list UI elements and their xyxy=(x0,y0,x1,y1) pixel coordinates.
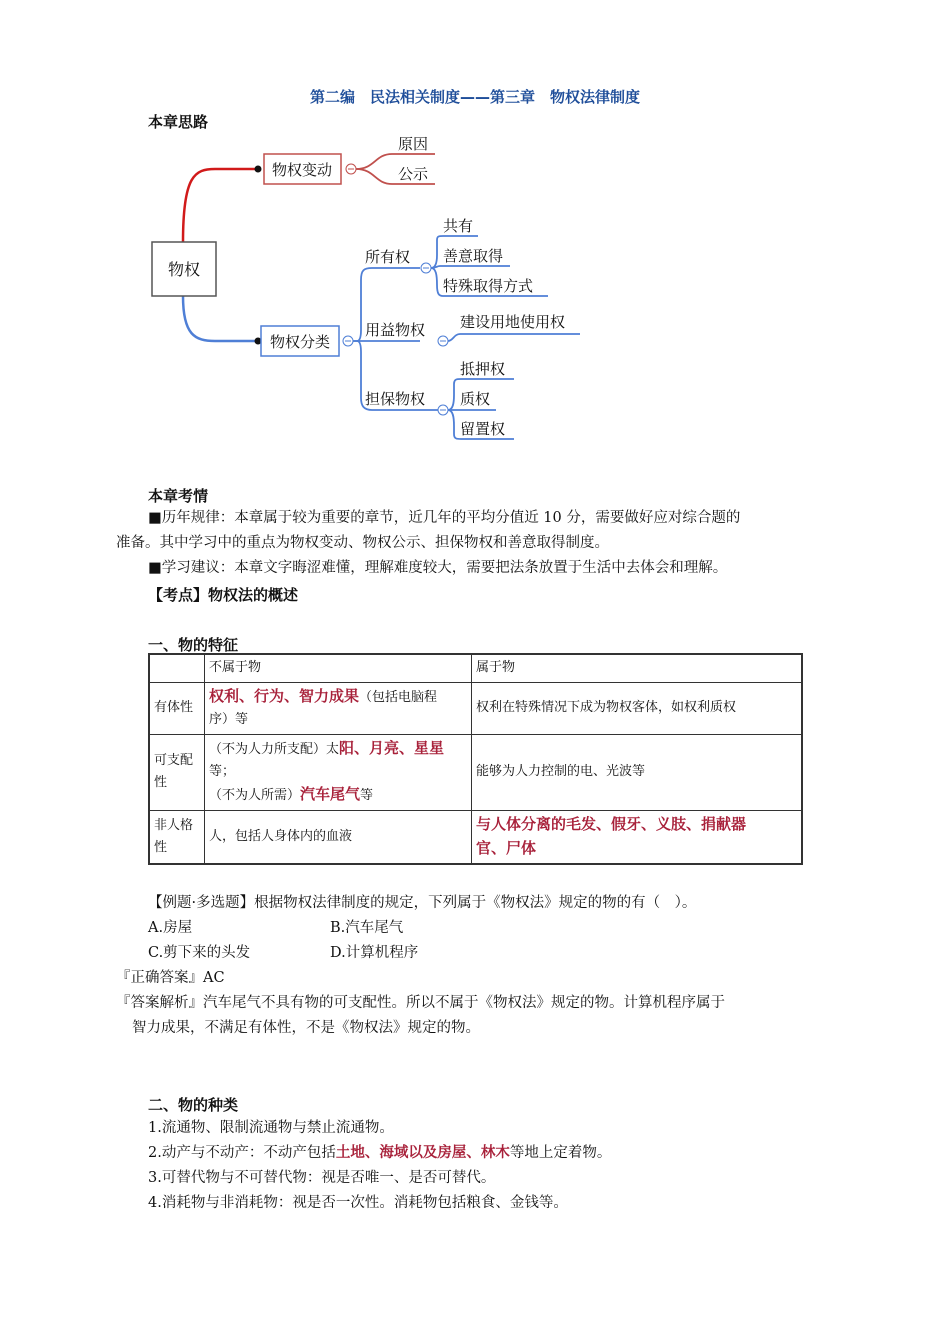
usufruct-child-construction-land: 建设用地使用权 xyxy=(460,313,566,331)
section2-item4: 4.消耗物与非消耗物：视是否一次性。消耗物包括粮食、金钱等。 xyxy=(148,1195,568,1211)
table-corner-cell xyxy=(149,654,205,682)
option-b: B.汽车尾气 xyxy=(330,920,404,936)
exam-rule-line2: 准备。其中学习中的重点为物权变动、物权公示、担保物权和善意取得制度。 xyxy=(116,535,609,551)
table-row xyxy=(149,810,802,864)
exam-rule-line1: ■历年规律：本章属于较为重要的章节，近几年的平均分值近 10 分，需要做好应对综合题的 xyxy=(148,510,741,526)
mindmap-heading: 本章思路 xyxy=(148,113,209,131)
cell-tangible-is: 权利在特殊情况下成为物权客体，如权利质权 xyxy=(472,682,803,734)
change-child-reason: 原因 xyxy=(398,135,429,153)
ownership-child-special: 特殊取得方式 xyxy=(443,277,534,295)
row-label-non-personal: 非人格 性 xyxy=(149,810,205,864)
option-d: D.计算机程序 xyxy=(330,945,419,961)
option-a: A.房屋 xyxy=(148,920,193,936)
option-c: C.剪下来的头发 xyxy=(148,945,251,961)
change-child-publicity: 公示 xyxy=(398,165,429,183)
section2-item1: 1.流通物、限制流通物与禁止流通物。 xyxy=(148,1120,394,1136)
cell-non-personal-not: 人，包括人身体内的血液 xyxy=(205,810,472,864)
row-label-controllable: 可支配 性 xyxy=(149,734,205,810)
answer-analysis-line1: 『答案解析』汽车尾气不具有物的可支配性。所以不属于《物权法》规定的物。计算机程序属于 xyxy=(116,995,725,1011)
col-header-not: 不属于物 xyxy=(205,654,472,682)
exam-heading: 本章考情 xyxy=(148,487,209,505)
security-child-mortgage: 抵押权 xyxy=(460,360,506,378)
section1-heading: 一、物的特征 xyxy=(148,636,239,654)
ownership-node: 所有权 xyxy=(365,248,411,266)
page-title: 第二编 民法相关制度——第三章 物权法律制度 xyxy=(309,88,640,106)
answer-analysis-line2: 智力成果，不满足有体性，不是《物权法》规定的物。 xyxy=(132,1020,480,1036)
mind-map xyxy=(140,128,600,448)
cell-controllable-not: （不为人力所支配）太阳、月亮、星星 等； （不为人所需）汽车尾气等 xyxy=(205,734,472,810)
branch-line-change xyxy=(183,169,258,242)
security-child-pledge: 质权 xyxy=(460,390,491,408)
security-child-lien: 留置权 xyxy=(460,420,506,438)
cell-tangible-not: 权利、行为、智力成果（包括电脑程 序）等 xyxy=(205,682,472,734)
section2-heading: 二、物的种类 xyxy=(148,1096,239,1114)
section2-item3: 3.可替代物与不可替代物：视是否唯一、是否可替代。 xyxy=(148,1170,496,1186)
kaodian-heading: 【考点】物权法的概述 xyxy=(148,586,299,604)
ownership-child-good-faith: 善意取得 xyxy=(443,247,504,265)
col-header-is: 属于物 xyxy=(472,654,803,682)
feature-table xyxy=(148,653,803,865)
correct-answer: 『正确答案』AC xyxy=(116,970,225,986)
ownership-child-coownership: 共有 xyxy=(443,217,474,235)
exam-advice: ■学习建议：本章文字晦涩难懂，理解难度较大，需要把法条放置于生活中去体会和理解。 xyxy=(148,560,728,576)
table-header-row xyxy=(149,654,802,682)
security-node: 担保物权 xyxy=(365,390,426,408)
row-label-tangible: 有体性 xyxy=(149,682,205,734)
classification-node: 物权分类 xyxy=(269,333,331,351)
usufruct-node: 用益物权 xyxy=(365,321,426,339)
root-node: 物权 xyxy=(167,260,201,279)
change-node: 物权变动 xyxy=(271,161,333,179)
table-row xyxy=(149,682,802,734)
branch-dot xyxy=(255,166,262,173)
table-row xyxy=(149,734,802,810)
cell-non-personal-is: 与人体分离的毛发、假牙、义肢、捐献器 官、尸体 xyxy=(472,810,803,864)
example-question: 【例题·多选题】根据物权法律制度的规定，下列属于《物权法》规定的物的有（ ）。 xyxy=(148,895,697,911)
section2-item2: 2.动产与不动产：不动产包括土地、海域以及房屋、林木等地上定着物。 xyxy=(148,1145,612,1161)
cell-controllable-is: 能够为人力控制的电、光波等 xyxy=(472,734,803,810)
branch-line-classification xyxy=(183,296,258,341)
